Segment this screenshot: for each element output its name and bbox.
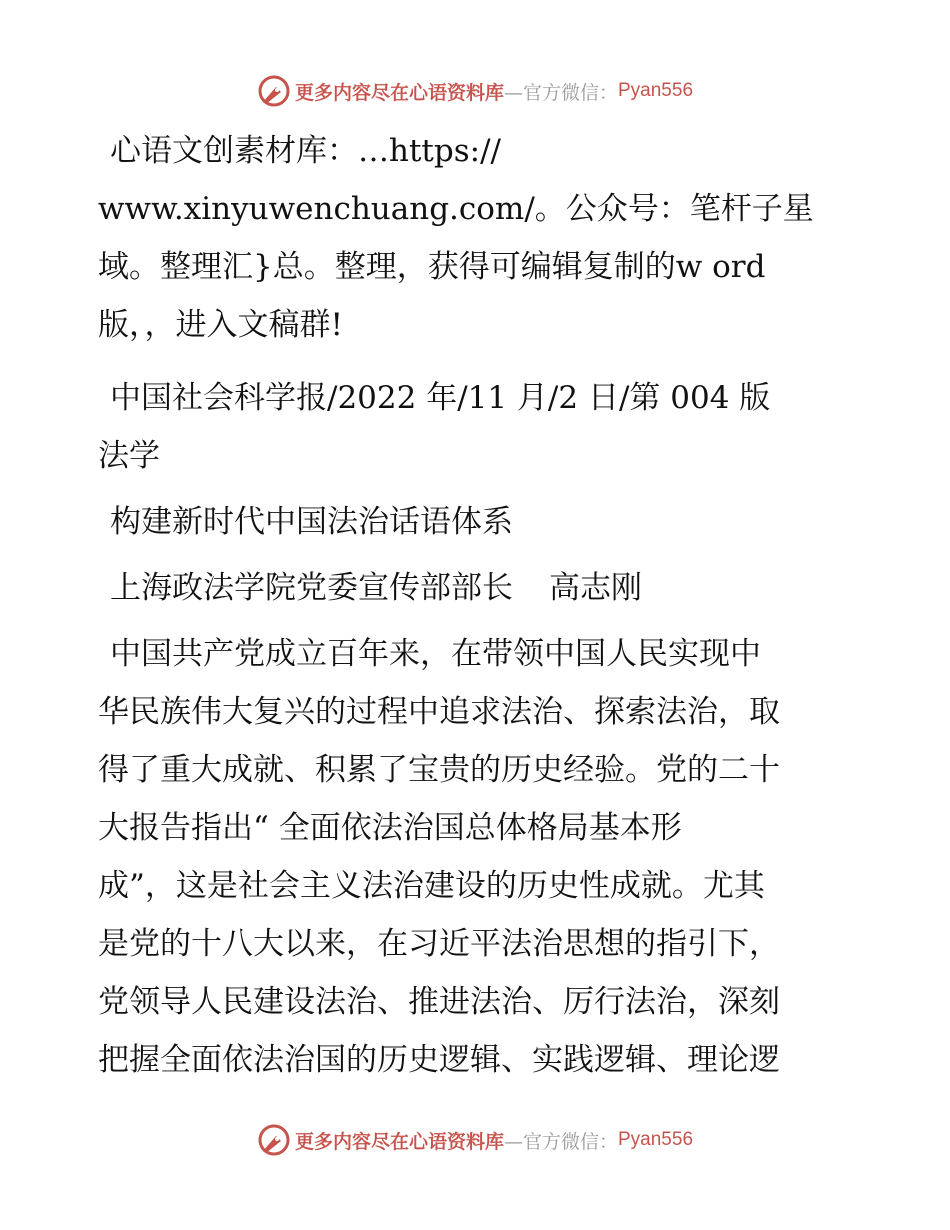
body-line: 得了重大成就、积累了宝贵的历史经验。党的二十 <box>98 752 780 788</box>
pen-nib-logo-icon <box>257 74 291 108</box>
watermark-sub-text: —官方微信： <box>503 1130 618 1153</box>
intro-paragraph <box>98 122 858 354</box>
body-line: 大报告指出“ 全面依法治国总体格局基本形 <box>98 810 682 846</box>
intro-line: 版，，进入文稿群! <box>98 307 343 343</box>
author-name: 高志刚 <box>549 570 642 606</box>
source-section: 法学 <box>98 438 160 474</box>
intro-line: www.xinyuwenchuang.com/。公众号：笔杆子星 <box>98 191 814 227</box>
body-line: 华民族伟大复兴的过程中追求法治、探索法治，取 <box>98 694 780 730</box>
source-citation <box>98 369 858 485</box>
article-author <box>98 559 858 617</box>
watermark-sub-text: —官方微信： <box>503 81 618 104</box>
footer-watermark <box>0 1120 950 1160</box>
body-line: 中国共产党成立百年来，在带领中国人民实现中 <box>110 636 761 672</box>
body-paragraph <box>98 625 858 1089</box>
source-line: 中国社会科学报/2022 年/11 月/2 日/第 004 版 <box>110 380 771 416</box>
watermark-main-text: 更多内容尽在心语资料库 <box>294 81 504 104</box>
author-affiliation: 上海政法学院党委宣传部部长 <box>110 570 513 606</box>
article-title <box>98 493 858 551</box>
intro-line: 域。整理汇}总。整理，获得可编辑复制的w ord <box>98 249 766 285</box>
watermark-wechat-id: Pyan556 <box>618 80 694 101</box>
watermark-wechat-id: Pyan556 <box>618 1129 694 1150</box>
article-title-text: 构建新时代中国法治话语体系 <box>110 504 513 540</box>
body-line: 把握全面依法治国的历史逻辑、实践逻辑、理论逻 <box>98 1042 780 1078</box>
body-line: 成”，这是社会主义法治建设的历史性成就。尤其 <box>98 868 765 904</box>
body-line: 党领导人民建设法治、推进法治、厉行法治，深刻 <box>98 984 780 1020</box>
body-line: 是党的十八大以来，在习近平法治思想的指引下， <box>98 926 780 962</box>
header-watermark <box>0 71 950 111</box>
pen-nib-logo-icon <box>257 1123 291 1157</box>
document-body <box>98 122 858 1089</box>
intro-line: 心语文创素材库：…https:// <box>110 133 501 169</box>
watermark-main-text: 更多内容尽在心语资料库 <box>294 1130 504 1153</box>
